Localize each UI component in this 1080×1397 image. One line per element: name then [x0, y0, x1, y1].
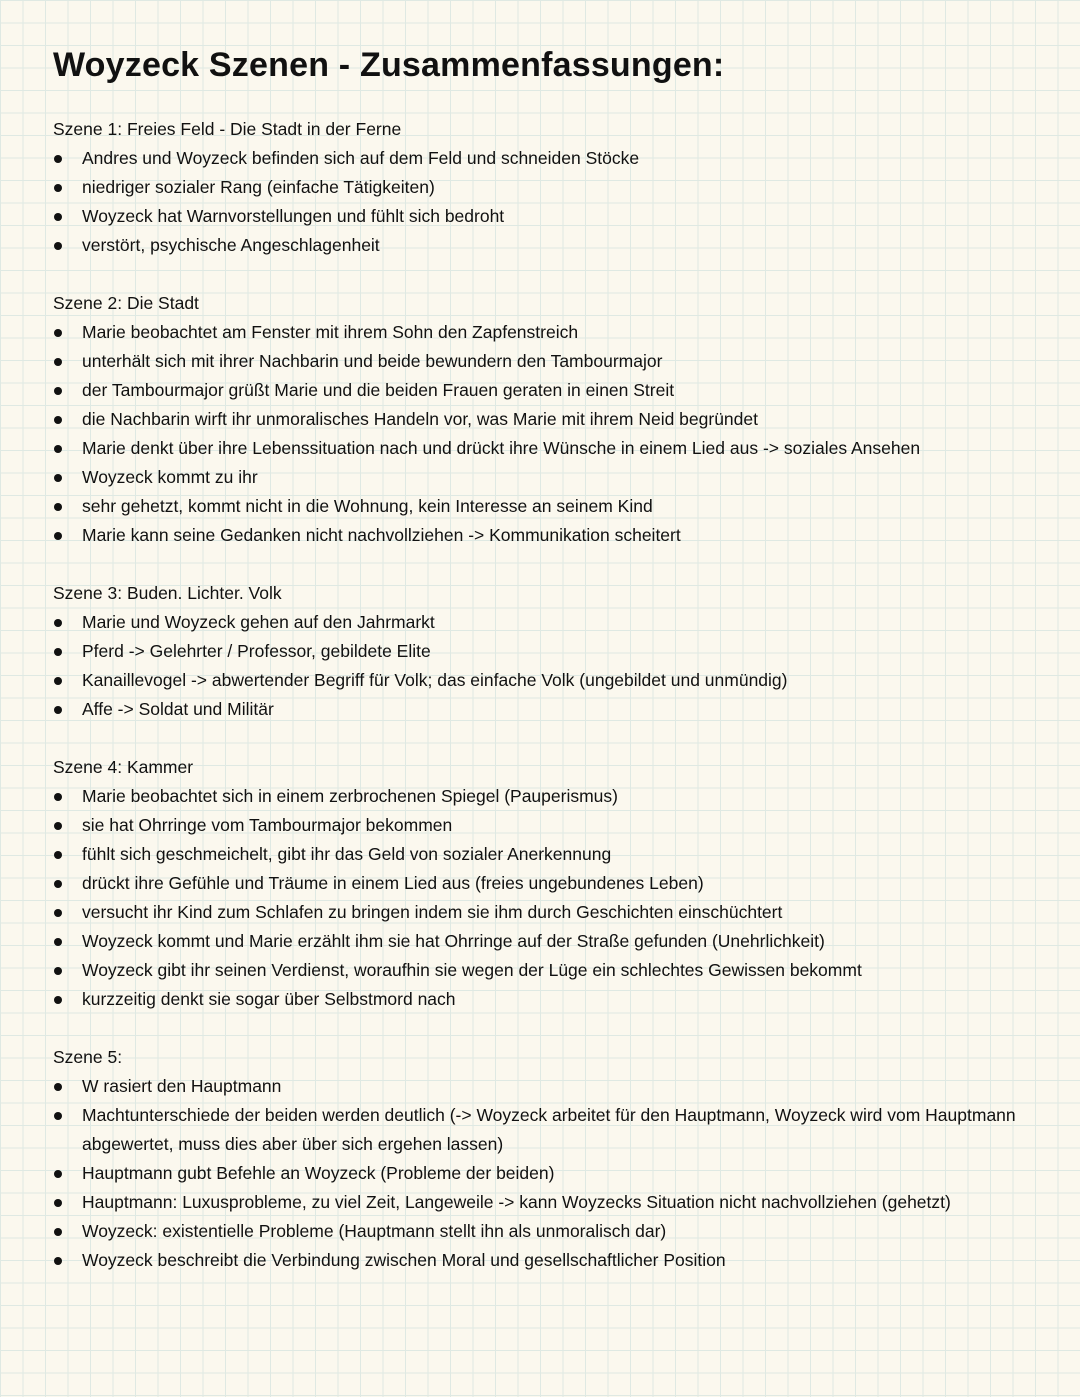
bullet-icon [54, 1257, 62, 1265]
list-item-text: kurzzeitig denkt sie sogar über Selbstmord nach [82, 989, 456, 1009]
bullet-icon [54, 445, 62, 453]
bullet-icon [54, 1170, 62, 1178]
list-item-text: Woyzeck gibt ihr seinen Verdienst, woraufhin sie wegen der Lüge ein schlechtes Gewissen bekommt [82, 960, 862, 980]
list-item-text: sie hat Ohrringe vom Tambourmajor bekommen [82, 815, 453, 835]
list-item [53, 318, 1040, 347]
scene-heading: Szene 5: [53, 1047, 123, 1067]
list-item [53, 869, 1040, 898]
bullet-icon [54, 909, 62, 917]
bullet-icon [54, 851, 62, 859]
bullet-icon [54, 967, 62, 975]
list-item [53, 1217, 1040, 1246]
list-item [53, 782, 1040, 811]
bullet-icon [54, 387, 62, 395]
list-item [53, 666, 1040, 695]
bullet-icon [54, 532, 62, 540]
list-item [53, 1246, 1040, 1275]
bullet-list [53, 318, 1040, 550]
bullet-icon [54, 155, 62, 163]
list-item-text: Hauptmann: Luxusprobleme, zu viel Zeit, Langeweile -> kann Woyzecks Situation nicht nachvollziehen (gehetzt) [82, 1192, 951, 1212]
bullet-icon [54, 1083, 62, 1091]
list-item-text: Marie und Woyzeck gehen auf den Jahrmarkt [82, 612, 435, 632]
bullet-icon [54, 329, 62, 337]
bullet-icon [54, 416, 62, 424]
list-item [53, 492, 1040, 521]
scene-heading: Szene 4: Kammer [53, 757, 194, 777]
bullet-icon [54, 1199, 62, 1207]
scene-4-section [53, 753, 1040, 1014]
list-item [53, 985, 1040, 1014]
bullet-icon [54, 184, 62, 192]
list-item [53, 376, 1040, 405]
bullet-icon [54, 938, 62, 946]
bullet-icon [54, 474, 62, 482]
list-item [53, 173, 1040, 202]
bullet-icon [54, 648, 62, 656]
bullet-icon [54, 242, 62, 250]
list-item [53, 144, 1040, 173]
bullet-list [53, 782, 1040, 1014]
list-item [53, 956, 1040, 985]
list-item-text: Woyzeck: existentielle Probleme (Hauptmann stellt ihn als unmoralisch dar) [82, 1221, 667, 1241]
scene-1-section [53, 115, 1040, 260]
list-item [53, 1188, 1040, 1217]
list-item [53, 202, 1040, 231]
list-item [53, 347, 1040, 376]
bullet-icon [54, 1228, 62, 1236]
list-item-text: der Tambourmajor grüßt Marie und die beiden Frauen geraten in einen Streit [82, 380, 675, 400]
scene-2-section [53, 289, 1040, 550]
list-item-text: Machtunterschiede der beiden werden deutlich (-> Woyzeck arbeitet für den Hauptmann, Woyzeck wird vom Hauptmann abgewertet, muss dies aber über sich ergehen lassen) [82, 1105, 1016, 1154]
list-item-text: niedriger sozialer Rang (einfache Tätigkeiten) [82, 177, 435, 197]
list-item [53, 608, 1040, 637]
bullet-icon [54, 213, 62, 221]
bullet-icon [54, 793, 62, 801]
bullet-icon [54, 1112, 62, 1120]
bullet-icon [54, 706, 62, 714]
list-item-text: fühlt sich geschmeichelt, gibt ihr das Geld von sozialer Anerkennung [82, 844, 612, 864]
list-item-text: sehr gehetzt, kommt nicht in die Wohnung, kein Interesse an seinem Kind [82, 496, 653, 516]
list-item [53, 1072, 1040, 1101]
scene-heading: Szene 1: Freies Feld - Die Stadt in der Ferne [53, 119, 402, 139]
list-item [53, 637, 1040, 666]
list-item [53, 898, 1040, 927]
list-item-text: Kanaillevogel -> abwertender Begriff für Volk; das einfache Volk (ungebildet und unmündig) [82, 670, 788, 690]
bullet-list [53, 144, 1040, 260]
page-title: Woyzeck Szenen - Zusammenfassungen: [53, 46, 725, 84]
bullet-list [53, 608, 1040, 724]
scene-heading: Szene 3: Buden. Lichter. Volk [53, 583, 282, 603]
list-item [53, 434, 1040, 463]
list-item-text: Woyzeck beschreibt die Verbindung zwischen Moral und gesellschaftlicher Position [82, 1250, 726, 1270]
list-item-text: verstört, psychische Angeschlagenheit [82, 235, 380, 255]
list-item [53, 695, 1040, 724]
list-item-text: drückt ihre Gefühle und Träume in einem Lied aus (freies ungebundenes Leben) [82, 873, 704, 893]
list-item [53, 231, 1040, 260]
list-item-text: Woyzeck hat Warnvorstellungen und fühlt sich bedroht [82, 206, 505, 226]
list-item [53, 405, 1040, 434]
list-item-text: Pferd -> Gelehrter / Professor, gebildete Elite [82, 641, 431, 661]
scene-heading: Szene 2: Die Stadt [53, 293, 199, 313]
bullet-icon [54, 619, 62, 627]
list-item-text: W rasiert den Hauptmann [82, 1076, 282, 1096]
list-item-text: versucht ihr Kind zum Schlafen zu bringen indem sie ihm durch Geschichten einschüchtert [82, 902, 783, 922]
list-item-text: unterhält sich mit ihrer Nachbarin und beide bewundern den Tambourmajor [82, 351, 663, 371]
list-item [53, 927, 1040, 956]
list-item [53, 521, 1040, 550]
scene-3-section [53, 579, 1040, 724]
list-item-text: Andres und Woyzeck befinden sich auf dem Feld und schneiden Stöcke [82, 148, 640, 168]
bullet-icon [54, 880, 62, 888]
list-item-text: Woyzeck kommt zu ihr [82, 467, 258, 487]
list-item [53, 1101, 1040, 1159]
list-item [53, 463, 1040, 492]
bullet-icon [54, 503, 62, 511]
bullet-icon [54, 996, 62, 1004]
bullet-icon [54, 822, 62, 830]
list-item-text: Hauptmann gubt Befehle an Woyzeck (Probleme der beiden) [82, 1163, 555, 1183]
list-item-text: Marie denkt über ihre Lebenssituation nach und drückt ihre Wünsche in einem Lied aus -> soziales Ansehen [82, 438, 921, 458]
scene-5-section [53, 1043, 1040, 1275]
bullet-icon [54, 677, 62, 685]
list-item-text: die Nachbarin wirft ihr unmoralisches Handeln vor, was Marie mit ihrem Neid begründet [82, 409, 758, 429]
list-item-text: Marie beobachtet sich in einem zerbrochenen Spiegel (Pauperismus) [82, 786, 618, 806]
bullet-list [53, 1072, 1040, 1275]
bullet-icon [54, 358, 62, 366]
list-item-text: Affe -> Soldat und Militär [82, 699, 274, 719]
list-item [53, 840, 1040, 869]
list-item-text: Marie kann seine Gedanken nicht nachvollziehen -> Kommunikation scheitert [82, 525, 681, 545]
list-item [53, 1159, 1040, 1188]
list-item-text: Woyzeck kommt und Marie erzählt ihm sie hat Ohrringe auf der Straße gefunden (Unehrlichkeit) [82, 931, 825, 951]
list-item-text: Marie beobachtet am Fenster mit ihrem Sohn den Zapfenstreich [82, 322, 579, 342]
list-item [53, 811, 1040, 840]
